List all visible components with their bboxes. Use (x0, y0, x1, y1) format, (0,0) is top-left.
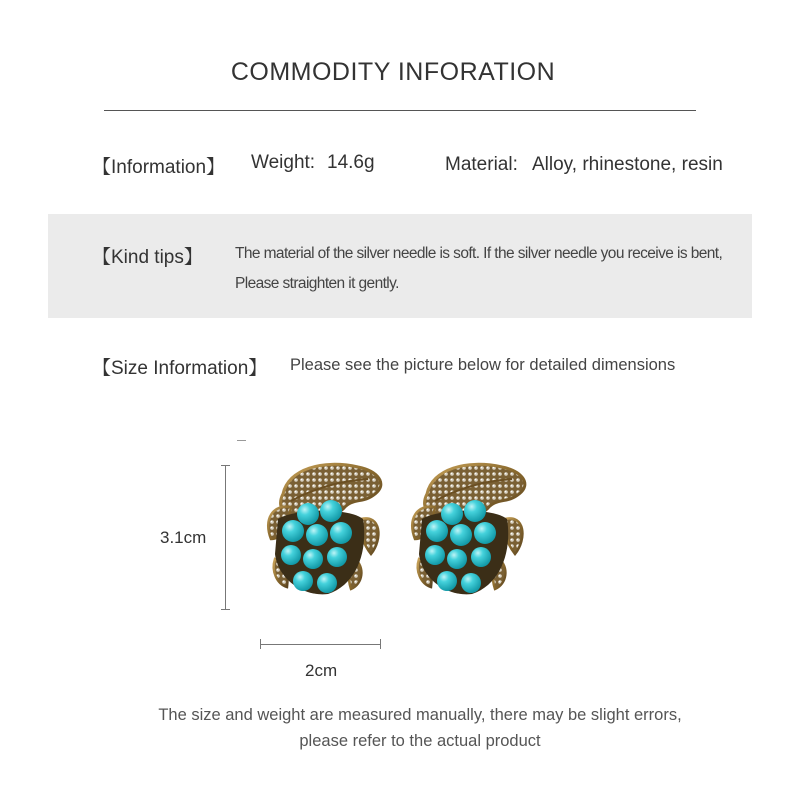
material-value: Alloy, rhinestone, resin (532, 154, 723, 175)
size-information-note: Please see the picture below for detailed dimensions (290, 356, 676, 374)
material-label: Material: (445, 154, 518, 175)
title-divider (104, 110, 696, 111)
disclaimer-line-1: The size and weight are measured manually, there may be slight errors, (158, 706, 682, 724)
disclaimer-text (0, 702, 800, 754)
disclaimer-line-2: please refer to the actual product (299, 732, 541, 750)
width-dimension-label: 2cm (305, 661, 338, 680)
weight-label: Weight: (251, 152, 316, 173)
kind-tips-label: 【Kind tips】 (92, 247, 203, 268)
weight-value: 14.6g (327, 152, 375, 173)
width-dimension-line (260, 644, 380, 645)
kind-tips-text (235, 239, 740, 299)
tick-mark (237, 440, 246, 441)
page-title: COMMODITY INFORATION (230, 58, 556, 86)
width-dimension-cap-right (380, 639, 381, 649)
information-label: 【Information】 (92, 157, 226, 178)
height-dimension-label: 3.1cm (160, 528, 207, 547)
earrings-product-image (255, 455, 545, 605)
height-dimension-line (225, 465, 226, 610)
kind-tips-line-1: The material of the silver needle is soft. If the silver needle you receive is bent, (235, 245, 723, 262)
size-information-label: 【Size Information】 (92, 358, 268, 379)
kind-tips-line-2: Please straighten it gently. (235, 275, 399, 292)
height-dimension-cap-top (221, 465, 230, 466)
height-dimension-cap-bottom (221, 609, 230, 610)
width-dimension-cap-left (260, 639, 261, 649)
